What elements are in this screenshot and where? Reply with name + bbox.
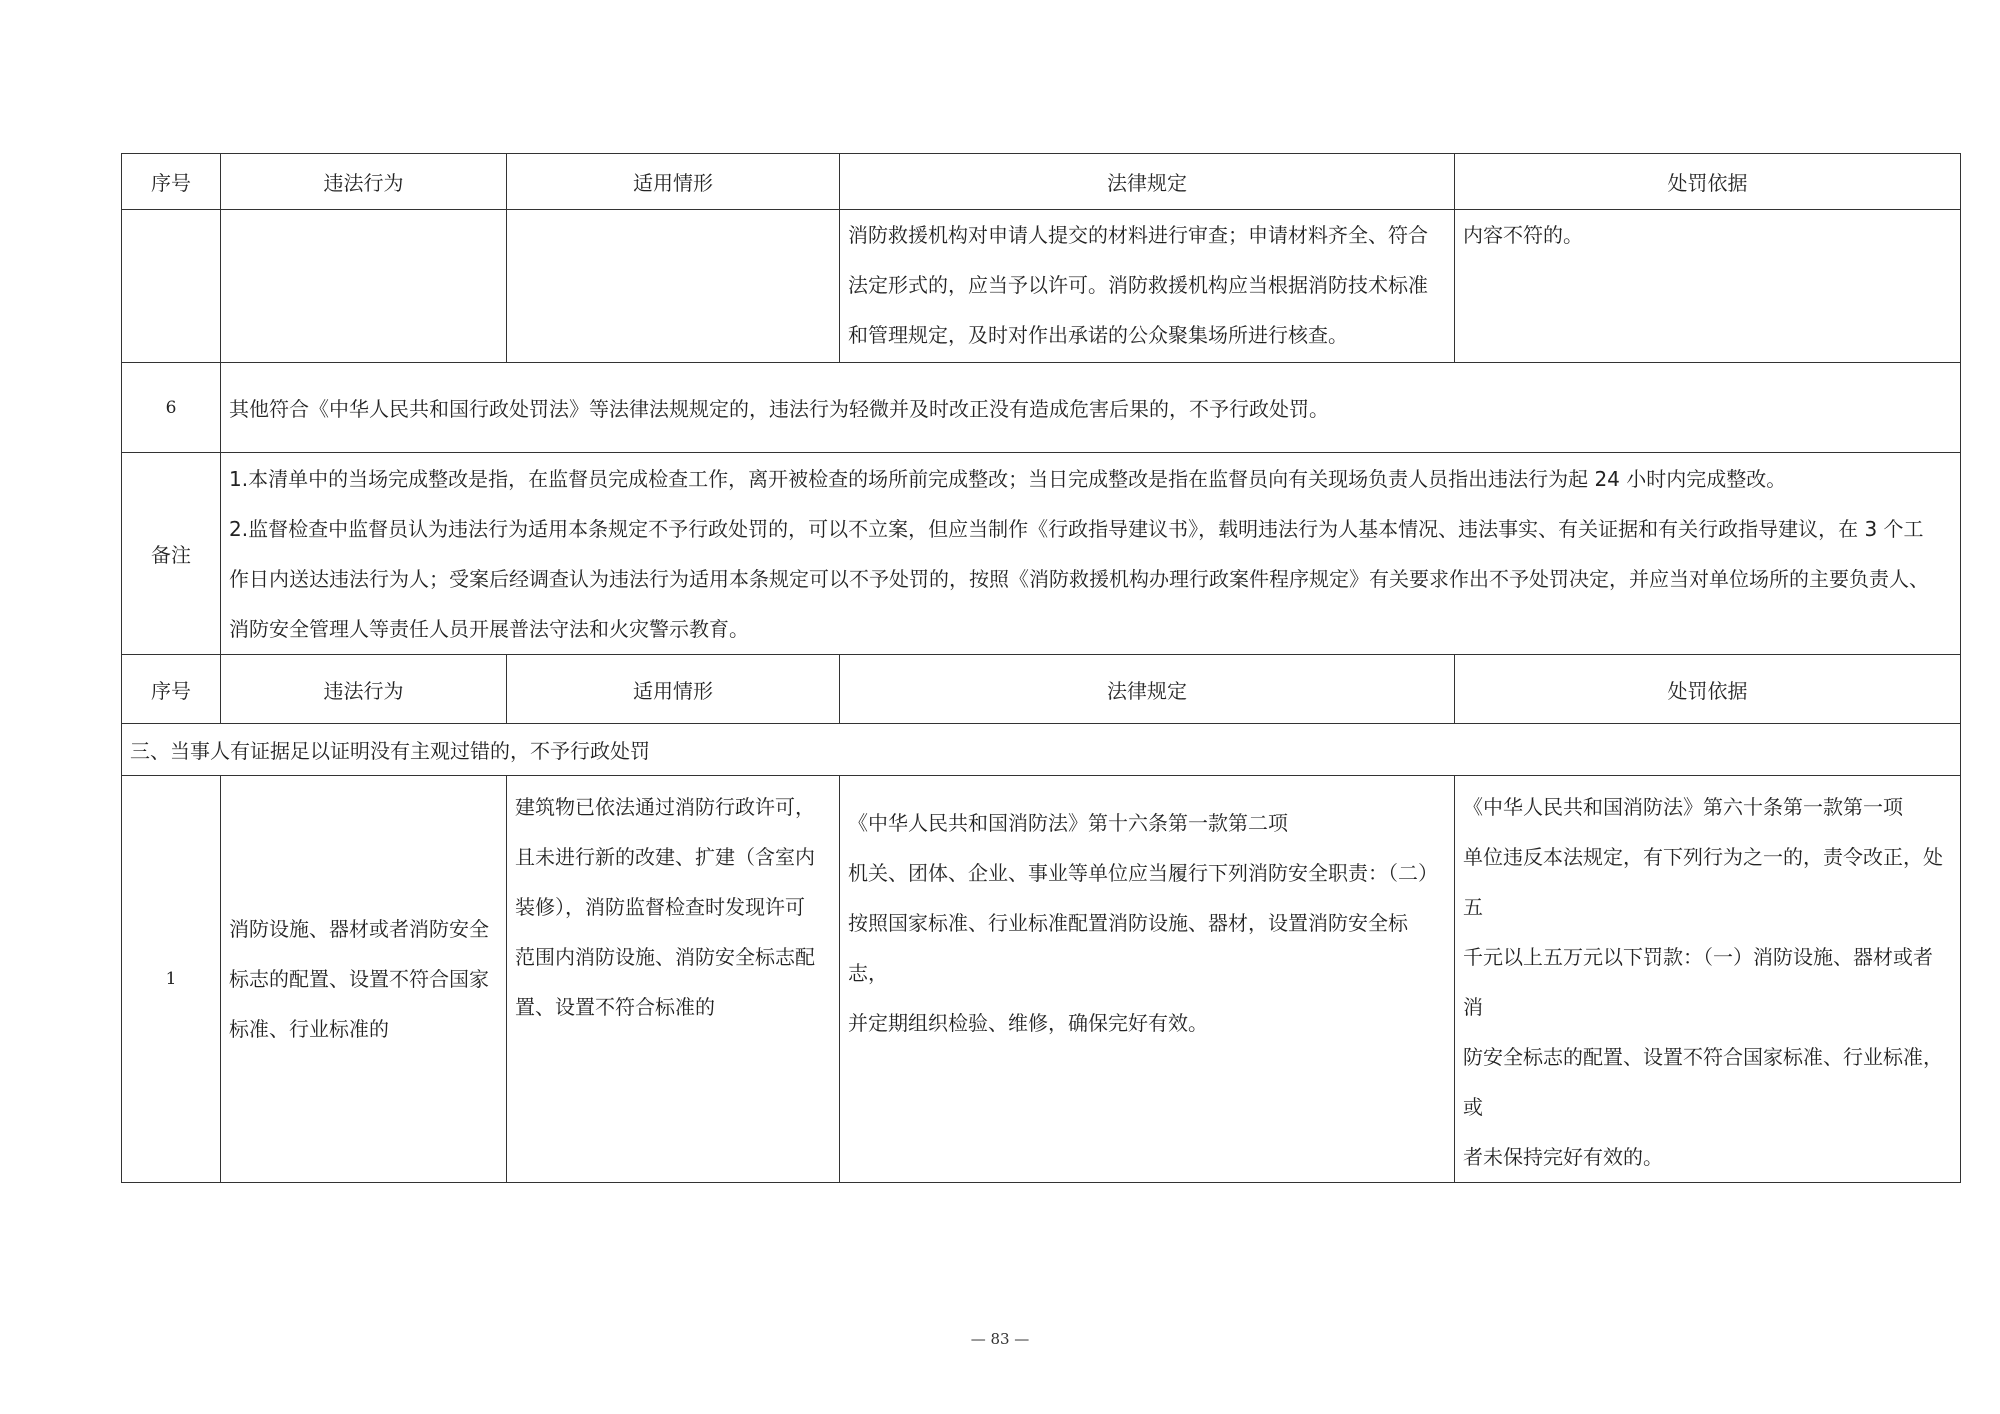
cell-violation — [221, 210, 507, 363]
header-index: 序号 — [122, 655, 221, 724]
law-line: 消防救援机构对申请人提交的材料进行审查；申请材料齐全、符合 — [848, 223, 1428, 247]
cell-law — [840, 776, 1455, 1183]
header-situation: 适用情形 — [507, 154, 840, 210]
situation-line: 范围内消防设施、消防安全标志配 — [515, 945, 815, 969]
cell-situation — [507, 776, 840, 1183]
law-line: 和管理规定，及时对作出承诺的公众聚集场所进行核查。 — [848, 323, 1348, 347]
law-line: 法定形式的，应当予以许可。消防救援机构应当根据消防技术标准 — [848, 273, 1428, 297]
law-line: 《中华人民共和国消防法》第十六条第一款第二项 — [848, 811, 1288, 835]
remark-content — [221, 453, 1961, 655]
table-row-continued — [122, 210, 1961, 363]
penalty-list-table — [121, 153, 1961, 1183]
basis-line: 千元以上五万元以下罚款：（一）消防设施、器材或者消 — [1463, 945, 1933, 1019]
law-line: 机关、团体、企业、事业等单位应当履行下列消防安全职责：（二） — [848, 861, 1438, 885]
situation-line: 且未进行新的改建、扩建（含室内 — [515, 845, 815, 869]
table-header-row — [122, 154, 1961, 210]
basis-line: 内容不符的。 — [1463, 223, 1583, 247]
situation-line: 装修），消防监督检查时发现许可 — [515, 895, 805, 919]
header-situation: 适用情形 — [507, 655, 840, 724]
table-row-6 — [122, 363, 1961, 453]
header-index: 序号 — [122, 154, 221, 210]
remark-line: 2.监督检查中监督员认为违法行为适用本条规定不予行政处罚的，可以不立案，但应当制作《行政指导建议书》，载明违法行为人基本情况、违法事实、有关证据和有关行政指导建议，在 3 个工 — [229, 516, 1924, 541]
basis-line: 单位违反本法规定，有下列行为之一的，责令改正，处五 — [1463, 845, 1943, 919]
header-basis: 处罚依据 — [1455, 154, 1961, 210]
remark-label: 备注 — [122, 453, 221, 655]
cell-index: 1 — [122, 776, 221, 1183]
basis-line: 者未保持完好有效的。 — [1463, 1145, 1663, 1169]
cell-basis — [1455, 210, 1961, 363]
cell-violation — [221, 776, 507, 1183]
section-heading-row — [122, 724, 1961, 776]
cell-situation — [507, 210, 840, 363]
basis-line: 《中华人民共和国消防法》第六十条第一款第一项 — [1463, 795, 1903, 819]
basis-line: 防安全标志的配置、设置不符合国家标准、行业标准，或 — [1463, 1045, 1943, 1119]
header-law: 法律规定 — [840, 655, 1455, 724]
remark-line: 1.本清单中的当场完成整改是指，在监督员完成检查工作，离开被检查的场所前完成整改；当日完成整改是指在监督员向有关现场负责人员指出违法行为起 24 小时内完成整改。 — [229, 466, 1787, 491]
header-violation: 违法行为 — [221, 655, 507, 724]
cell-law — [840, 210, 1455, 363]
cell-basis — [1455, 776, 1961, 1183]
situation-line: 建筑物已依法通过消防行政许可， — [515, 795, 815, 819]
remark-line: 作日内送达违法行为人；受案后经调查认为违法行为适用本条规定可以不予处罚的，按照《消防救援机构办理行政案件程序规定》有关要求作出不予处罚决定，并应当对单位场所的主要负责人、 — [229, 566, 1929, 591]
remark-line: 消防安全管理人等责任人员开展普法守法和火灾警示教育。 — [229, 616, 749, 641]
cell-index — [122, 210, 221, 363]
table-row-1 — [122, 776, 1961, 1183]
law-line: 按照国家标准、行业标准配置消防设施、器材，设置消防安全标志， — [848, 911, 1408, 985]
law-line: 并定期组织检验、维修，确保完好有效。 — [848, 1011, 1208, 1035]
violation-line: 标准、行业标准的 — [229, 1017, 389, 1041]
table-header-row — [122, 655, 1961, 724]
violation-line: 消防设施、器材或者消防安全 — [229, 917, 489, 941]
section-title: 三、当事人有证据足以证明没有主观过错的，不予行政处罚 — [122, 724, 1961, 776]
header-law: 法律规定 — [840, 154, 1455, 210]
cell-merged-text: 其他符合《中华人民共和国行政处罚法》等法律法规规定的，违法行为轻微并及时改正没有造成危害后果的，不予行政处罚。 — [221, 363, 1961, 453]
page-number: — 83 — — [970, 1330, 1030, 1348]
header-violation: 违法行为 — [221, 154, 507, 210]
cell-index: 6 — [122, 363, 221, 453]
remark-row — [122, 453, 1961, 655]
header-basis: 处罚依据 — [1455, 655, 1961, 724]
situation-line: 置、设置不符合标准的 — [515, 995, 715, 1019]
violation-line: 标志的配置、设置不符合国家 — [229, 967, 489, 991]
